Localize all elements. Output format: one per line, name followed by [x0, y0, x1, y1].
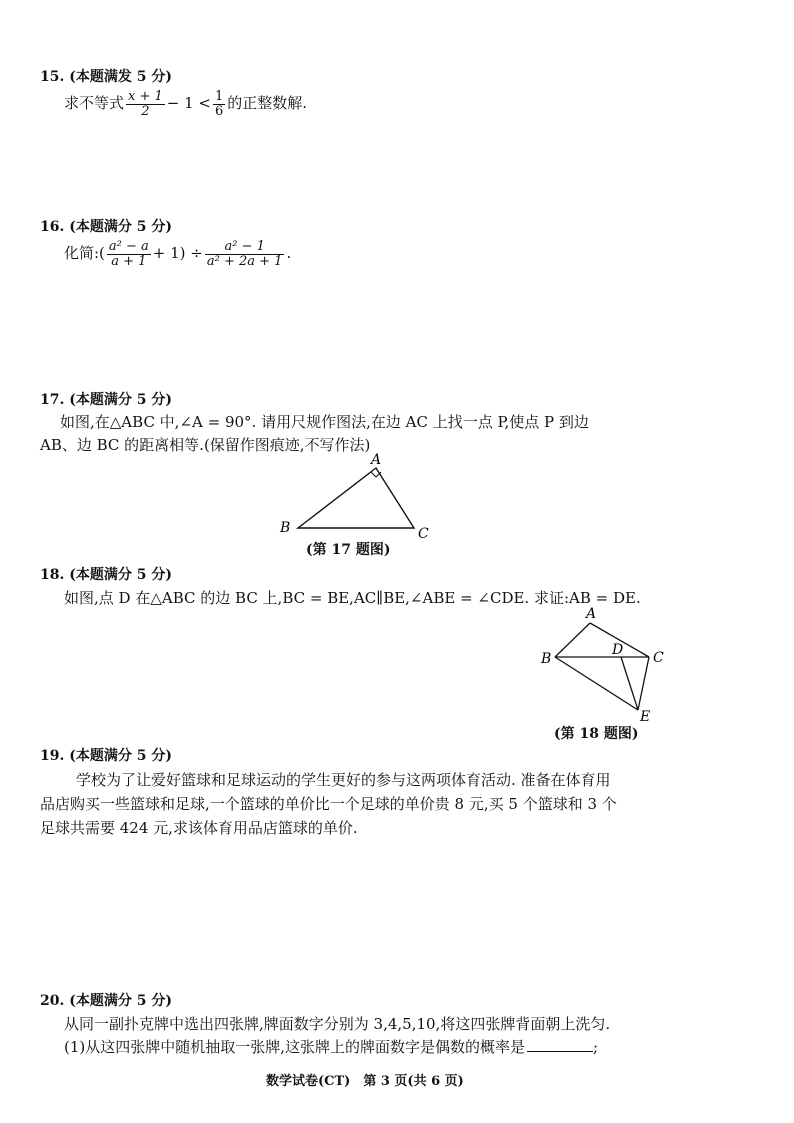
q15-frac2-numerator: 1	[215, 89, 224, 104]
q20-line-2-end: ;	[593, 1038, 599, 1056]
q19-line-1: 学校为了让爱好篮球和足球运动的学生更好的参与这两项体育活动. 准备在体育用	[76, 771, 611, 789]
q15-inequality	[64, 90, 307, 118]
q17-label-c: C	[418, 526, 429, 542]
page-footer: 数学试卷(CT) 第 3 页(共 6 页)	[266, 1074, 464, 1089]
q18-caption: (第 18 题图)	[554, 726, 639, 742]
q15-post: 的正整数解.	[227, 94, 308, 113]
q16-frac1-denominator: a + 1	[111, 253, 147, 269]
q17-triangle-figure	[270, 450, 440, 545]
q16-pre: 化简:(	[64, 244, 105, 263]
q18-label-c: C	[653, 650, 664, 666]
q20-line-2-text: (1)从这四张牌中随机抽取一张牌,这张牌上的牌面数字是偶数的概率是	[64, 1038, 526, 1056]
q18-heading: 18. (本题满分 5 分)	[40, 567, 172, 583]
q17-heading: 17. (本题满分 5 分)	[40, 392, 172, 408]
q18-label-e: E	[640, 709, 651, 724]
q17-caption: (第 17 题图)	[306, 542, 391, 558]
q17-triangle-abc	[298, 468, 414, 528]
q19-line-2: 品店购买一些篮球和足球,一个篮球的单价比一个足球的单价贵 8 元,买 5 个篮球和 3 个	[40, 795, 617, 813]
q16-heading: 16. (本题满分 5 分)	[40, 219, 172, 235]
q15-pre: 求不等式	[64, 94, 125, 113]
q19-heading: 19. (本题满分 5 分)	[40, 748, 172, 764]
q17-label-a: A	[371, 452, 382, 468]
q16-frac2-numerator: a² − 1	[205, 240, 285, 255]
q16-frac2-denominator: a² + 2a + 1	[206, 253, 283, 269]
q18-figure	[536, 604, 676, 724]
q16-fraction-2	[205, 240, 285, 268]
q18-label-d: D	[612, 642, 624, 658]
q20-heading: 20. (本题满分 5 分)	[40, 993, 172, 1009]
q20-answer-blank	[527, 1037, 593, 1052]
q16-post: .	[286, 244, 292, 263]
q18-segment-be	[555, 657, 638, 710]
q19-line-3: 足球共需要 424 元,求该体育用品店篮球的单价.	[40, 819, 358, 837]
q18-segment-de	[621, 657, 638, 710]
q16-expression	[64, 240, 291, 268]
q16-fraction-1	[107, 240, 151, 268]
q15-heading: 15. (本题满发 5 分)	[40, 69, 172, 85]
q15-fraction-1	[126, 90, 165, 118]
q16-mid: + 1) ÷	[152, 244, 203, 263]
q15-mid: − 1 <	[166, 94, 211, 113]
q15-fraction-2	[213, 90, 225, 118]
q20-line-1: 从同一副扑克牌中选出四张牌,牌面数字分别为 3,4,5,10,将这四张牌背面朝上洗匀.	[64, 1015, 611, 1033]
q20-line-2	[64, 1036, 598, 1057]
q15-frac1-numerator: x + 1	[128, 89, 163, 104]
q16-frac1-numerator: a² − a	[108, 239, 149, 254]
q15-frac1-denominator: 2	[141, 103, 150, 119]
q17-label-b: B	[280, 520, 291, 536]
q18-label-a: A	[586, 606, 597, 622]
q18-segment-ce	[638, 657, 649, 710]
q18-line-1: 如图,点 D 在△ABC 的边 BC 上,BC = BE,AC∥BE,∠ABE = ∠CDE. 求证:AB = DE.	[64, 589, 641, 607]
q18-segment-ab	[555, 623, 590, 657]
q17-line-2: AB、边 BC 的距离相等.(保留作图痕迹,不写作法)	[40, 436, 371, 454]
q17-line-1: 如图,在△ABC 中,∠A = 90°. 请用尺规作图法,在边 AC 上找一点 P,使点 P 到边	[60, 413, 589, 431]
q15-frac2-denominator: 6	[215, 103, 224, 119]
q18-label-b: B	[541, 651, 552, 667]
